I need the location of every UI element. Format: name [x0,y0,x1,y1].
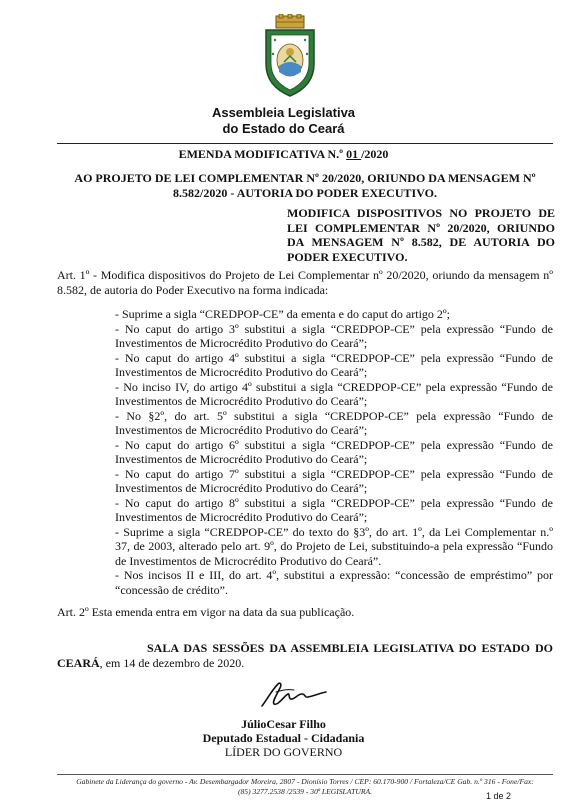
article-1: Art. 1º - Modifica dispositivos do Projeto de Lei Complementar nº 20/2020, oriundo da mensagem nº 8.582, de autoria do Poder Executivo na forma indicada: [57,268,553,297]
header-divider [57,143,553,144]
page-number: 1 de 2 [486,791,512,801]
closing-date: , em 14 de dezembro de 2020. [99,656,245,670]
footer-line1: Gabinete da Liderança do governo - Av. Desembargador Moreira, 2807 - Dionísio Torres / CEP: 60.170-900 / Fortaleza/CE Gab. n.º 316 - Fone/Fax: [76,777,534,786]
handwritten-signature [258,678,330,712]
ementa: MODIFICA DISPOSITIVOS NO PROJETO DE LEI COMPLEMENTAR Nº 20/2020, ORIUNDO DA MENSAGEM Nº 8.582, DE AUTORIA DO PODER EXECUTIVO. [287,206,555,264]
org-name-line2: do Estado do Ceará [222,121,345,136]
emenda-heading [0,147,567,162]
list-item: - No caput do artigo 7º substitui a sigla “CREDPOP-CE” pela expressão “Fundo de Investimentos de Microcrédito Produtivo do Ceará”; [115,466,553,495]
list-item: - No caput do artigo 8º substitui a sigla “CREDPOP-CE” pela expressão “Fundo de Investimentos de Microcrédito Produtivo do Ceará”; [115,495,553,524]
signatory-position: LÍDER DO GOVERNO [224,745,343,759]
document-title: AO PROJETO DE LEI COMPLEMENTAR Nº 20/2020, ORIUNDO DA MENSAGEM Nº 8.582/2020 - AUTORIA DO PODER EXECUTIVO. [74,171,536,200]
footer-address [64,777,546,797]
footer-line2: (85) 3277.2538 /2539 - 30ª LEGISLATURA. [237,787,373,796]
article-2: Art. 2º Esta emenda entra em vigor na data da sua publicação. [57,605,355,619]
org-name-line1: Assembleia Legislativa [211,105,356,120]
list-item: - No §2º, do art. 5º substitui a sigla “CREDPOP-CE” pela expressão “Fundo de Investimentos de Microcrédito Produtivo do Ceará”; [115,408,553,437]
list-item: - No caput do artigo 6º substitui a sigla “CREDPOP-CE” pela expressão “Fundo de Investimentos de Microcrédito Produtivo do Ceará”; [115,437,553,466]
list-item: - Nos incisos II e III, do art. 4º, substitui a expressão: “concessão de empréstimo” por “concessão de crédito”. [115,568,553,597]
closing-statement [57,641,553,671]
emenda-number: 01 [346,147,362,161]
list-item: - Suprime a sigla “CREDPOP-CE” da ementa e do caput do artigo 2º; [115,307,450,321]
emenda-prefix: EMENDA MODIFICATIVA N.º [178,147,344,161]
signatory-name: JúlioCesar Filho [241,717,326,731]
footer-divider [57,774,553,775]
list-item: - Suprime a sigla “CREDPOP-CE” do texto do §3º, do art. 1º, da Lei Complementar n.º 37, de 2003, alterado pelo art. 9º, do Projeto de Lei, substituindo-a pela expressão “Fundo de Investimentos de Microcrédito Produtivo do Ceará”. [115,524,553,568]
emenda-suffix: /2020 [361,147,389,161]
list-item: - No caput do artigo 4º substitui a sigla “CREDPOP-CE” pela expressão “Fundo de Investimentos de Microcrédito Produtivo do Ceará”; [115,350,553,379]
amendment-items-list [115,307,553,597]
list-item: - No caput do artigo 3º substitui a sigla “CREDPOP-CE” pela expressão “Fundo de Investimentos de Microcrédito Produtivo do Ceará”; [115,321,553,350]
signatory-role: Deputado Estadual - Cidadania [202,731,365,745]
ceara-coat-of-arms-icon [262,14,318,98]
list-item: - No inciso IV, do artigo 4º substitui a sigla “CREDPOP-CE” pela expressão “Fundo de Investimentos de Microcrédito Produtivo do Ceará”; [115,379,553,408]
closing-bold: SALA DAS SESSÕES DA ASSEMBLEIA LEGISLATIVA DO ESTADO DO CEARÁ [57,641,553,670]
